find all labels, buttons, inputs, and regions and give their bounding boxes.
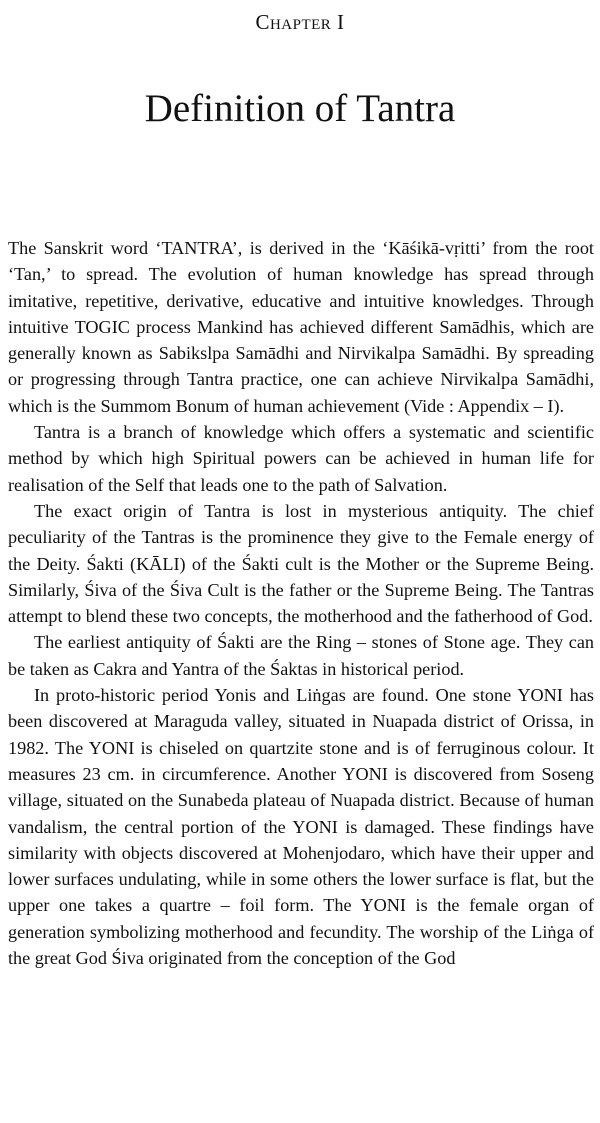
- paragraph-4: The earliest antiquity of Śakti are the Ring – stones of Stone age. They can be taken as Cakra and Yantra of the Śaktas in historical period.: [8, 632, 594, 679]
- paragraph-2: Tantra is a branch of knowledge which offers a systematic and scientific method by which high Spiritual powers can be achieved in human life for realisation of the Self that leads one to the path of Salvation.: [8, 422, 594, 495]
- paragraph-1: The Sanskrit word ‘TANTRA’, is derived in the ‘Kāśikā-vṛitti’ from the root ‘Tan,’ to spread. The evolution of human knowledge has spread through imitative, repetitive, derivative, educative and intuitive knowledges. Through intuitive TOGIC process Mankind has achieved different Samādhis, which are generally known as Sabikslpa Samādhi and Nirvikalpa Samādhi. By spreading or progressing through Tantra practice, one can achieve Nirvikalpa Samādhi, which is the Summom Bonum of human achievement (Vide : Appendix – I).: [8, 238, 594, 416]
- chapter-title: Definition of Tantra: [144, 87, 456, 130]
- chapter-label: Chapter I: [255, 10, 345, 34]
- paragraph-5: In proto-historic period Yonis and Liṅgas are found. One stone YONI has been discovered at Maraguda valley, situated in Nuapada district of Orissa, in 1982. The YONI is chiseled on quartzite stone and is of ferruginous colour. It measures 23 cm. in circumference. Another YONI is discovered from Soseng village, situated on the Sunabeda plateau of Nuapada district. Because of human vandalism, the central portion of the YONI is damaged. These findings have similarity with objects discovered at Mohenjodaro, which have their upper and lower surfaces undulating, while in some others the lower surface is flat, but the upper one takes a quartre – foil form. The YONI is the female organ of generation symbolizing motherhood and fecundity. The worship of the Liṅga of the great God Śiva originated from the conception of the God: [8, 685, 594, 969]
- paragraph-3: The exact origin of Tantra is lost in mysterious antiquity. The chief peculiarity of the Tantras is the prominence they give to the Female energy of the Deity. Śakti (KĀLI) of the Śakti cult is the Mother or the Supreme Being. Similarly, Śiva of the Śiva Cult is the father or the Supreme Being. The Tantras attempt to blend these two concepts, the motherhood and the fatherhood of God.: [8, 500, 594, 627]
- chapter-body: [8, 235, 594, 971]
